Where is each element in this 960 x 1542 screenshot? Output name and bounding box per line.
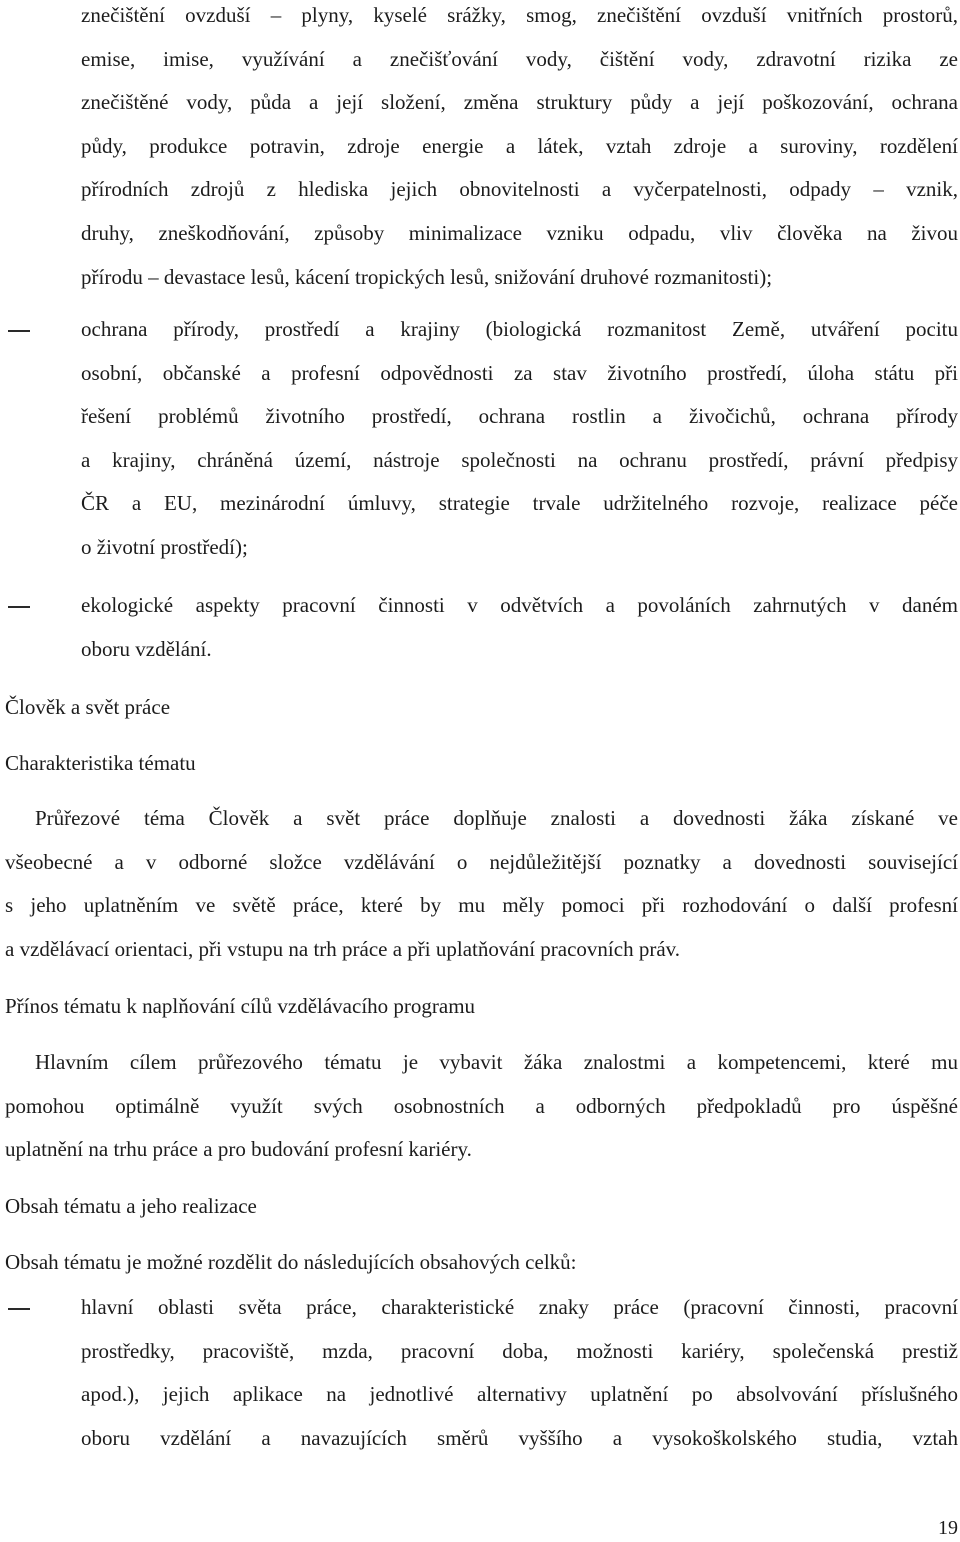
list-item-text [81,584,958,671]
text-line: druhy, zneškodňování, způsoby minimalizace vzniku odpadu, vliv člověka na živou [81,220,958,245]
text-line: znečištěné vody, půda a její složení, změna struktury půdy a její poškozování, ochrana [81,90,958,115]
page-number: 19 [938,1517,958,1539]
subsection-heading: Přínos tématu k naplňování cílů vzdělávacího programu [5,994,476,1018]
subsection-heading: Obsah tématu a jeho realizace [5,1194,257,1218]
continuation-paragraph [81,0,958,299]
contribution-paragraph [5,1041,958,1172]
text-line: řešení problémů životního prostředí, ochrana rostlin a živočichů, ochrana přírody [81,404,958,429]
text-line: pomohou optimálně využít svých osobnostních a odborných předpokladů pro úspěšné [5,1093,958,1118]
text-line: přírodu – devastace lesů, kácení tropických lesů, snižování druhové rozmanitosti); [81,264,773,289]
dash-bullet-icon [8,330,30,332]
list-item-text [81,1286,958,1460]
text-line: hlavní oblasti světa práce, charakteristické znaky práce (pracovní činnosti, pracovní [81,1295,958,1319]
list-item-text [81,308,958,570]
characteristics-paragraph [5,797,958,971]
subsection-heading: Charakteristika tématu [5,751,196,775]
text-line: a krajiny, chráněná území, nástroje společnosti na ochranu prostředí, právní předpisy [81,447,958,472]
text-line: znečištění ovzduší – plyny, kyselé srážky, smog, znečištění ovzduší vnitřních prostorů, [81,3,958,27]
text-line: přírodních zdrojů z hlediska jejich obnovitelnosti a vyčerpatelnosti, odpady – vznik, [81,177,958,202]
text-line: apod.), jejich aplikace na jednotlivé alternativy uplatnění po absolvování příslušného [81,1382,958,1407]
text-line: ekologické aspekty pracovní činnosti v odvětvích a povoláních zahrnutých v daném [81,593,958,617]
text-line: oboru vzdělání a navazujících směrů vyššího a vysokoškolského studia, vztah [81,1425,958,1450]
text-line: o životní prostředí); [81,534,248,559]
text-line: oboru vzdělání. [81,636,212,661]
text-line: Hlavním cílem průřezového tématu je vybavit žáka znalostmi a kompetencemi, které mu [35,1050,958,1074]
text-line: ČR a EU, mezinárodní úmluvy, strategie trvale udržitelného rozvoje, realizace péče [81,491,958,516]
text-line: uplatnění na trhu práce a pro budování profesní kariéry. [5,1137,472,1162]
text-line: s jeho uplatněním ve světě práce, které by mu měly pomoci při rozhodování o další profesní [5,893,958,918]
section-title: Člověk a svět práce [5,695,171,719]
text-line: prostředky, pracoviště, mzda, pracovní doba, možnosti kariéry, společenská prestiž [81,1338,958,1363]
text-line: Průřezové téma Člověk a svět práce doplňuje znalosti a dovednosti žáka získané ve [35,806,958,830]
text-line: a vzdělávací orientaci, při vstupu na trh práce a při uplatňování pracovních práv. [5,936,681,961]
text-line: osobní, občanské a profesní odpovědnosti za stav životního prostředí, úloha státu při [81,360,958,385]
text-line: emise, imise, využívání a znečišťování vody, čištění vody, zdravotní rizika ze [81,46,958,71]
dash-bullet-icon [8,606,30,608]
text-line: půdy, produkce potravin, zdroje energie a látek, vztah zdroje a suroviny, rozdělení [81,133,958,158]
dash-bullet-icon [8,1308,30,1310]
text-line: ochrana přírody, prostředí a krajiny (biologická rozmanitost Země, utváření pocitu [81,317,958,341]
text-line: všeobecné a v odborné složce vzdělávání o nejdůležitější poznatky a dovednosti související [5,849,958,874]
content-intro: Obsah tématu je možné rozdělit do následujících obsahových celků: [5,1250,577,1274]
